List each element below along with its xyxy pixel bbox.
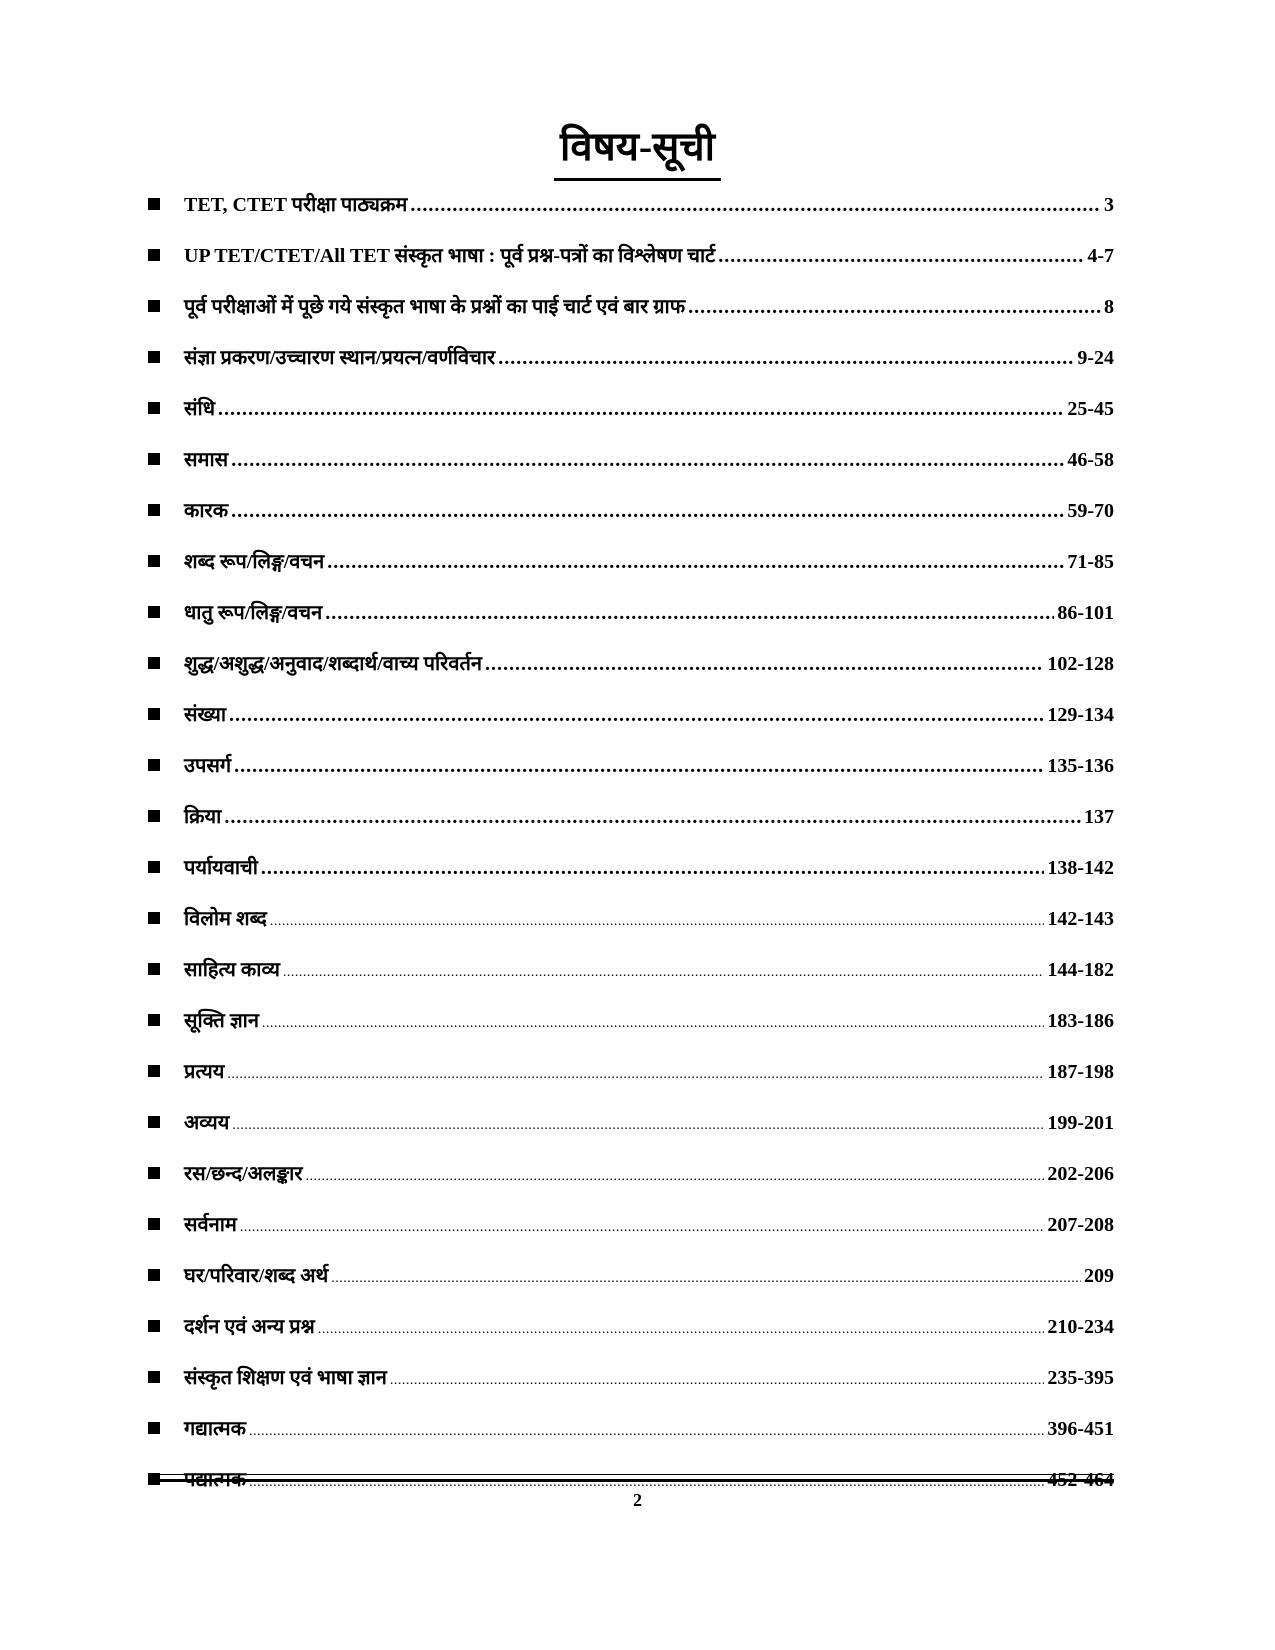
toc-entry-pages: 86-101 [1057, 602, 1114, 624]
toc-entry-pages: 137 [1084, 806, 1114, 828]
toc-entry-label: सूक्ति ज्ञान [184, 1010, 259, 1032]
square-bullet-icon [148, 1167, 160, 1179]
toc-entry-pages: 138-142 [1047, 857, 1114, 879]
toc-entry [148, 445, 1114, 496]
toc-entry [148, 904, 1114, 955]
dot-leader [240, 1220, 1044, 1236]
dot-leader [306, 1169, 1045, 1185]
dot-leader [270, 914, 1044, 930]
toc-entry-pages: 144-182 [1047, 959, 1114, 981]
toc-entry [148, 955, 1114, 1006]
toc-entry-label: पर्यायवाची [184, 857, 258, 879]
square-bullet-icon [148, 1371, 160, 1383]
toc-entry [148, 1363, 1114, 1414]
toc-entry [148, 1108, 1114, 1159]
square-bullet-icon [148, 963, 160, 975]
table-of-contents [148, 190, 1114, 1516]
toc-entry-pages: 210-234 [1047, 1316, 1114, 1338]
toc-entry-label: शुद्ध/अशुद्ध/अनुवाद/शब्दार्थ/वाच्य परिवर्तन [184, 653, 482, 675]
toc-entry-pages: 71-85 [1067, 551, 1114, 573]
dot-leader [283, 965, 1044, 981]
toc-entry-label: संस्कृत शिक्षण एवं भाषा ज्ञान [184, 1367, 387, 1389]
toc-entry [148, 700, 1114, 751]
dot-leader [261, 857, 1044, 880]
dot-leader [224, 806, 1081, 829]
toc-entry-label: UP TET/CTET/All TET संस्कृत भाषा : पूर्व प्रश्न-पत्रों का विश्लेषण चार्ट [184, 245, 716, 267]
dot-leader [498, 347, 1074, 370]
square-bullet-icon [148, 249, 160, 261]
dot-leader [229, 704, 1044, 727]
square-bullet-icon [148, 453, 160, 465]
toc-entry [148, 343, 1114, 394]
toc-entry-pages: 135-136 [1047, 755, 1114, 777]
square-bullet-icon [148, 198, 160, 210]
dot-leader [249, 1424, 1044, 1440]
toc-entry [148, 1159, 1114, 1210]
square-bullet-icon [148, 759, 160, 771]
toc-entry [148, 547, 1114, 598]
toc-entry [148, 292, 1114, 343]
dot-leader [218, 398, 1064, 421]
toc-entry-pages: 207-208 [1047, 1214, 1114, 1236]
toc-entry-label: अव्यय [184, 1112, 230, 1134]
square-bullet-icon [148, 1218, 160, 1230]
toc-entry-pages: 199-201 [1047, 1112, 1114, 1134]
toc-entry-pages: 142-143 [1047, 908, 1114, 930]
toc-entry-pages: 46-58 [1067, 449, 1114, 471]
square-bullet-icon [148, 1116, 160, 1128]
toc-entry-pages: 187-198 [1047, 1061, 1114, 1083]
footer-rule-thin [148, 1474, 1114, 1475]
toc-entry-label: TET, CTET परीक्षा पाठ्यक्रम [184, 194, 408, 216]
page-number: 2 [633, 1490, 642, 1510]
dot-leader [232, 1118, 1044, 1134]
page-title: विषय-सूची [554, 118, 721, 181]
square-bullet-icon [148, 657, 160, 669]
square-bullet-icon [148, 1065, 160, 1077]
square-bullet-icon [148, 708, 160, 720]
toc-entry-label: धातु रूप/लिङ्ग/वचन [184, 602, 323, 624]
toc-entry-label: पद्यात्मक [184, 1469, 247, 1491]
toc-entry [148, 190, 1114, 241]
toc-entry-pages: 102-128 [1047, 653, 1114, 675]
dot-leader [327, 551, 1064, 574]
toc-entry-label: संधि [184, 398, 215, 420]
toc-entry-label: उपसर्ग [184, 755, 232, 777]
toc-entry [148, 649, 1114, 700]
toc-entry [148, 1210, 1114, 1261]
toc-entry-pages: 8 [1104, 296, 1114, 318]
toc-entry-pages: 9-24 [1077, 347, 1114, 369]
dot-leader [231, 449, 1064, 472]
toc-entry [148, 1414, 1114, 1465]
toc-entry-label: विलोम शब्द [184, 908, 267, 930]
toc-entry-label: समास [184, 449, 229, 471]
footer-rule-thick [148, 1479, 1114, 1482]
dot-leader [718, 245, 1084, 268]
toc-entry-label: संख्या [184, 704, 226, 726]
toc-entry-pages: 4-7 [1087, 245, 1114, 267]
toc-entry-label: साहित्य काव्य [184, 959, 280, 981]
square-bullet-icon [148, 351, 160, 363]
square-bullet-icon [148, 1422, 160, 1434]
toc-entry [148, 802, 1114, 853]
toc-entry-pages: 452-464 [1047, 1469, 1114, 1491]
toc-entry-label: पूर्व परीक्षाओं में पूछे गये संस्कृत भाषा के प्रश्नों का पाई चार्ट एवं बार ग्राफ [184, 296, 686, 318]
toc-entry-label: प्रत्यय [184, 1061, 225, 1083]
square-bullet-icon [148, 861, 160, 873]
toc-entry-pages: 209 [1084, 1265, 1114, 1287]
square-bullet-icon [148, 912, 160, 924]
dot-leader [234, 755, 1044, 778]
toc-entry [148, 1312, 1114, 1363]
dot-leader [262, 1016, 1044, 1032]
toc-entry [148, 598, 1114, 649]
toc-entry-label: गद्यात्मक [184, 1418, 246, 1440]
square-bullet-icon [148, 606, 160, 618]
title-wrapper [0, 118, 1275, 181]
dot-leader [227, 1067, 1044, 1083]
toc-entry-label: घर/परिवार/शब्द अर्थ [184, 1265, 329, 1287]
square-bullet-icon [148, 402, 160, 414]
toc-entry-pages: 25-45 [1067, 398, 1114, 420]
dot-leader [390, 1373, 1044, 1389]
square-bullet-icon [148, 1269, 160, 1281]
toc-entry [148, 1057, 1114, 1108]
toc-entry-pages: 59-70 [1067, 500, 1114, 522]
toc-entry-label: सर्वनाम [184, 1214, 237, 1236]
toc-entry-pages: 3 [1104, 194, 1114, 216]
toc-entry [148, 394, 1114, 445]
toc-entry-pages: 202-206 [1047, 1163, 1114, 1185]
toc-entry-label: क्रिया [184, 806, 222, 828]
toc-entry [148, 751, 1114, 802]
square-bullet-icon [148, 1014, 160, 1026]
toc-entry-label: संज्ञा प्रकरण/उच्चारण स्थान/प्रयत्न/वर्णविचार [184, 347, 496, 369]
toc-entry [148, 1261, 1114, 1312]
dot-leader [325, 602, 1054, 625]
toc-entry-pages: 396-451 [1047, 1418, 1114, 1440]
dot-leader [688, 296, 1101, 319]
toc-entry-label: शब्द रूप/लिङ्ग/वचन [184, 551, 325, 573]
square-bullet-icon [148, 810, 160, 822]
dot-leader [331, 1271, 1081, 1287]
dot-leader [410, 194, 1101, 217]
square-bullet-icon [148, 300, 160, 312]
dot-leader [318, 1322, 1045, 1338]
toc-entry-label: रस/छन्द/अलङ्कार [184, 1163, 303, 1185]
toc-entry-label: दर्शन एवं अन्य प्रश्न [184, 1316, 315, 1338]
toc-entry [148, 1006, 1114, 1057]
dot-leader [485, 653, 1044, 676]
toc-entry [148, 496, 1114, 547]
square-bullet-icon [148, 555, 160, 567]
toc-entry-label: कारक [184, 500, 229, 522]
toc-entry-pages: 129-134 [1047, 704, 1114, 726]
toc-entry [148, 241, 1114, 292]
dot-leader [231, 500, 1064, 523]
square-bullet-icon [148, 504, 160, 516]
toc-entry-pages: 183-186 [1047, 1010, 1114, 1032]
toc-entry-pages: 235-395 [1047, 1367, 1114, 1389]
toc-entry [148, 853, 1114, 904]
dot-leader [249, 1475, 1044, 1491]
square-bullet-icon [148, 1320, 160, 1332]
